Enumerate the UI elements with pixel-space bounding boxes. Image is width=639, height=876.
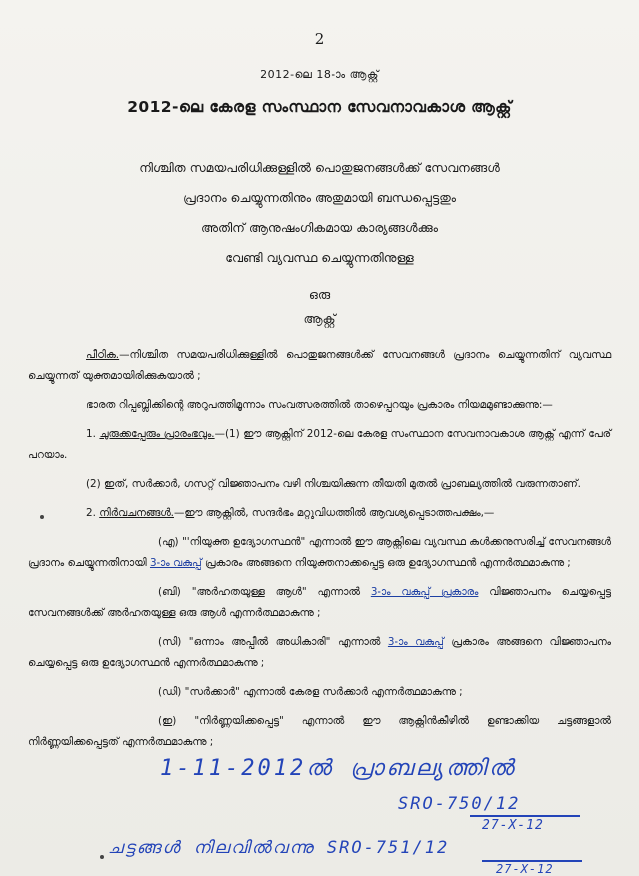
section-1-text: —(1) ഈ ആക്റ്റിന് 2012-ലെ കേരള സംസ്ഥാന സേവനാവകാശ ആക്റ്റ് എന്ന് പേര് പറയാം. xyxy=(28,428,612,461)
act-body xyxy=(28,345,611,753)
definition-a-ref: 3-ാം വകുപ്പ് xyxy=(149,557,202,569)
definition-a-text-2: പ്രകാരം അങ്ങനെ നിയുക്തനാക്കപ്പെട്ട ഒരു ഉദ്യോഗസ്ഥൻ എന്നർത്ഥമാകുന്നു ; xyxy=(204,557,571,569)
section-1-2: (2) ഇത്, സർക്കാർ, ഗസറ്റ് വിജ്ഞാപനം വഴി നിശ്ചയിക്കുന്ന തീയതി മുതൽ പ്രാബല്യത്തിൽ വരുന്നതാണ്. xyxy=(86,478,581,490)
definition-b xyxy=(28,582,611,624)
act-title: 2012-ലെ കേരള സംസ്ഥാന സേവനാവകാശ ആക്റ്റ് xyxy=(127,98,512,116)
act-number: 2012-ലെ 18-ാം ആക്റ്റ് xyxy=(260,68,379,81)
handwritten-effective-date: 1-11-2012ൽ പ്രാബല്യത്തിൽ xyxy=(160,756,517,781)
section-1-number: 1. xyxy=(86,428,96,440)
margin-dot xyxy=(100,855,104,859)
definition-a-text: (എ) "'നിയുക്ത ഉദ്യോഗസ്ഥൻ" എന്നാൽ ഈ ആക്റ്റിലെ വ്യവസ്ഥ കൾക്കനുസരിച്ച് സേവനങ്ങൾ പ്രദാനം ചെയ്യുന്നതിനായി xyxy=(28,536,611,569)
page-number: 2 xyxy=(314,30,325,48)
whereas-text: —നിശ്ചിത സമയപരിധിക്കുള്ളിൽ പൊതുജനങ്ങൾക്ക് സേവനങ്ങൾ പ്രദാനം ചെയ്യുന്നതിന് വ്യവസ്ഥ ചെയ്യുന്നത് യുക്തമായിരിക്കുകയാൽ ; xyxy=(28,349,611,382)
definition-a xyxy=(28,532,611,574)
handwritten-rules-note: ചട്ടങ്ങൾ നിലവിൽവന്നു SRO-751/12 xyxy=(108,838,450,858)
section-2-heading: നിർവചനങ്ങൾ. xyxy=(99,507,174,519)
definition-d: (ഡി) "സർക്കാർ" എന്നാൽ കേരള സർക്കാർ എന്നർത്ഥമാകുന്നു ; xyxy=(158,686,463,698)
definition-c-ref: 3-ാം വകുപ്പ് xyxy=(387,636,444,648)
preamble xyxy=(28,153,611,273)
section-2 xyxy=(28,503,611,524)
preamble-line: വേണ്ടി വ്യവസ്ഥ ചെയ്യുന്നതിനുള്ള xyxy=(225,250,414,265)
section-2-number: 2. xyxy=(86,507,96,519)
whereas-heading: പീഠിക. xyxy=(86,349,120,361)
whereas-clause xyxy=(28,345,611,387)
akt-word: ആക്റ്റ് xyxy=(303,311,336,326)
definition-b-ref: 3-ാം വകുപ്പ് പ്രകാരം xyxy=(370,586,479,598)
oru-word: ഒരു xyxy=(308,287,331,302)
section-2-text: —ഈ ആക്റ്റിൽ, സന്ദർഭം മറ്റുവിധത്തിൽ ആവശ്യപ്പെടാത്തപക്ഷം,— xyxy=(173,507,495,519)
preamble-line: പ്രദാനം ചെയ്യുന്നതിനും അതുമായി ബന്ധപ്പെട്ടതും xyxy=(183,190,456,205)
handwritten-rule xyxy=(470,815,580,817)
definition-b-text: (ബി) "അർഹതയുള്ള ആൾ" എന്നാൽ xyxy=(158,586,360,598)
definition-c-text: (സി) "ഒന്നാം അപ്പീൽ അധികാരി" എന്നാൽ xyxy=(158,636,381,648)
margin-dot xyxy=(40,515,44,519)
handwritten-date-2: 27-X-12 xyxy=(496,862,554,876)
handwritten-sro-1: SRO-750/12 xyxy=(398,794,521,814)
handwritten-date-1: 27-X-12 xyxy=(482,818,544,833)
enacting-clause: ഭാരത റിപ്പബ്ലിക്കിന്റെ അറുപത്തിമൂന്നാം സംവത്സരത്തിൽ താഴെപ്പറയും പ്രകാരം നിയമമുണ്ടാക്കുന്നു:— xyxy=(86,399,553,411)
section-1-heading: ചുരുക്കപ്പേരും പ്രാരംഭവും. xyxy=(99,428,215,440)
preamble-line: അതിന് ആനുഷംഗികമായ കാര്യങ്ങൾക്കും xyxy=(201,220,438,235)
definition-b-text-2: വിജ്ഞാപനം ചെയ്യപ്പെട്ട സേവനങ്ങൾക്ക് അർഹതയുള്ള ഒരു ആൾ എന്നർത്ഥമാകുന്നു ; xyxy=(28,586,612,619)
an-act xyxy=(28,283,611,331)
preamble-line: നിശ്ചിത സമയപരിധിക്കുള്ളിൽ പൊതുജനങ്ങൾക്ക് സേവനങ്ങൾ xyxy=(139,160,500,175)
definition-e: (ഇ) "നിർണ്ണയിക്കപ്പെട്ട" എന്നാൽ ഈ ആക്റ്റിൻകീഴിൽ ഉണ്ടാക്കിയ ചട്ടങ്ങളാൽ നിർണ്ണയിക്കപ്പെട്ടത് എന്നർത്ഥമാകുന്നു ; xyxy=(28,715,611,748)
definition-c xyxy=(28,632,611,674)
definition-c-text-2: പ്രകാരം അങ്ങനെ വിജ്ഞാപനം ചെയ്യപ്പെട്ട ഒരു ഉദ്യോഗസ്ഥൻ എന്നർത്ഥമാകുന്നു ; xyxy=(28,636,611,669)
section-1 xyxy=(28,424,611,466)
